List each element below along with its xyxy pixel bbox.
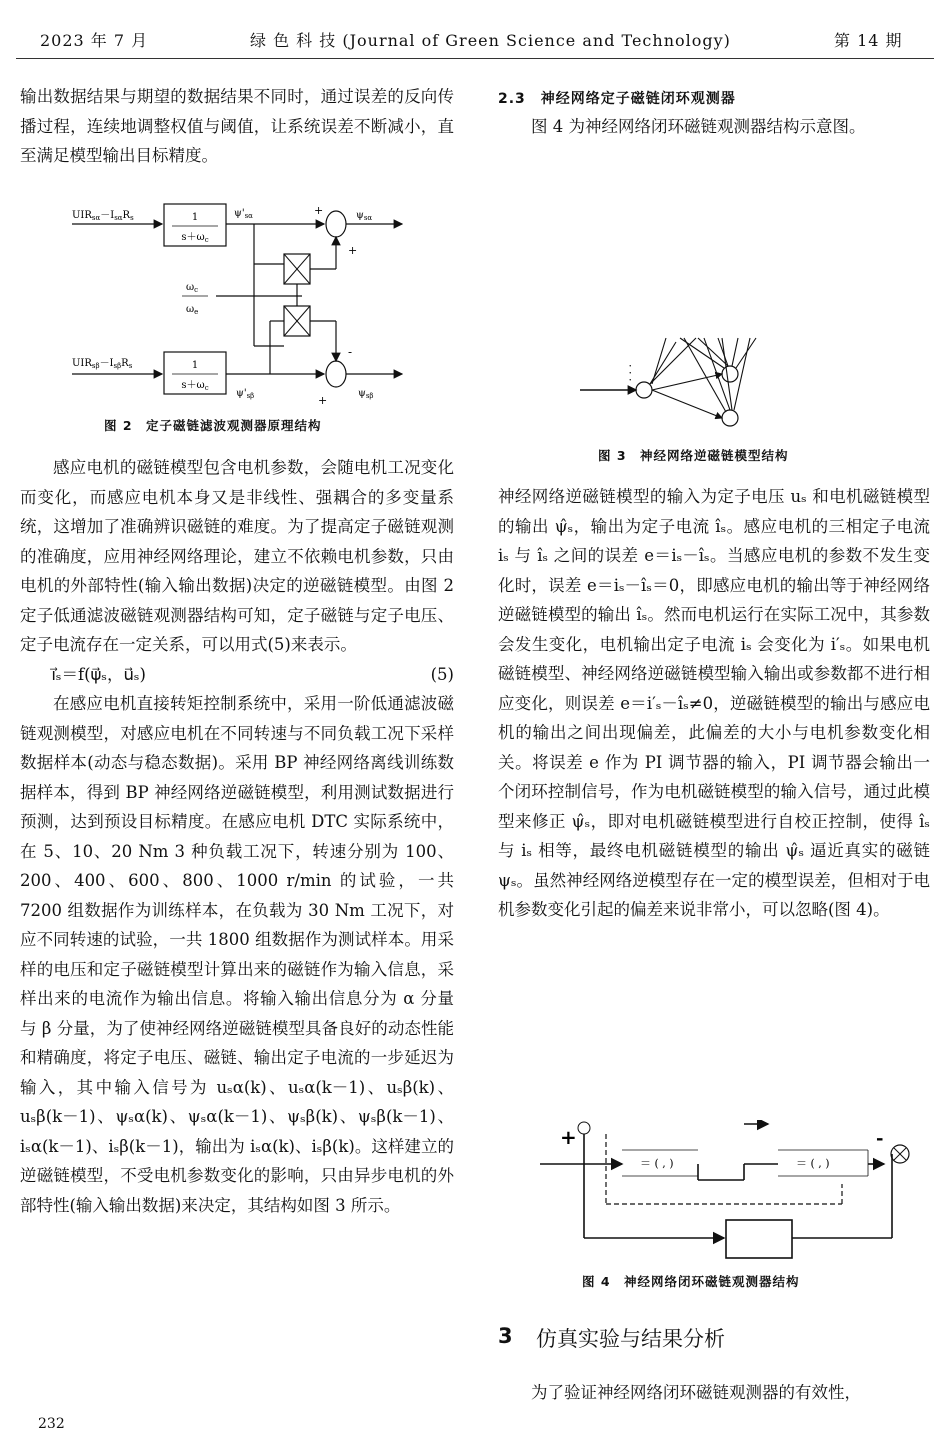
fig2-plus-1: + xyxy=(314,204,324,217)
right-p3-text: 为了验证神经网络闭环磁链观测器的有效性， xyxy=(531,1383,861,1402)
section-2-3-heading: 2.3 神经网络定子磁链闭环观测器 xyxy=(498,91,736,107)
eq5-number: (5) xyxy=(430,664,454,684)
header-date: 2023 年 7 月 xyxy=(40,31,149,50)
fig2-tf-den-top: $s+\omega_c$ xyxy=(181,232,209,244)
section-3-title: 仿真实验与结果分析 xyxy=(536,1327,725,1351)
fig4-caption: 图 4 神经网络闭环磁链观测器结构 xyxy=(582,1274,800,1289)
fig2-tf-num-bottom: 1 xyxy=(191,360,199,371)
fig2-sum-top xyxy=(326,211,346,237)
fig2-omega-e: $\omega_e$ xyxy=(186,304,199,316)
fig4-pi-block xyxy=(726,1220,792,1258)
fig3-caption: 图 3 神经网络逆磁链模型结构 xyxy=(598,448,789,463)
fig3-dots: · · · xyxy=(623,364,637,382)
fig4-block-2: ＝ ( , ) xyxy=(796,1157,830,1170)
fig3-hidden-node-2 xyxy=(722,410,738,426)
figure-4 xyxy=(538,1120,928,1265)
left-p3-text: 在感应电机直接转矩控制系统中，采用一阶低通滤波磁链观测模型，对感应电机在不同转速与不同负载工况下采样数据样本(动态与稳态数据)。采用 BP 神经网络离线训练数据样本，得到 BP 神经网络逆磁链模型，利用测试数据进行预测，达到预设目标精度。在感应电机 DTC 实际系统中，在 5、10、20 Nm 3 种负载工况下，转速分别为 100、200、400、600、800、1000 r/min 的试验，一共 7200 组数据作为训练样本，在负载为 30 Nm 工况下，对应不同转速的试验，一共 1800 组数据作为测试样本。用采样的电压和定子磁链模型计算出来的磁链作为输入信息，采样出来的电流作为输出信息。将输入输出信息分为 α 分量与 β 分量，为了使神经网络逆磁链模型具备良好的动态性能和精确度，将定子电压、磁链、输出定子电流的一步延迟为输入，其中输入信号为 uₛα(k)、uₛα(k－1)、uₛβ(k)、uₛβ(k－1)、ψₛα(k)、ψₛα(k－1)、ψₛβ(k)、ψₛβ(k－1)、iₛα(k－1)、iₛβ(k－1)，输出为 iₛα(k)、iₛβ(k)。这样建立的逆磁链模型，不受电机参数变化的影响，只由异步电机的外部特性(输入输出数据)来决定，其结构如图 3 所示。 xyxy=(20,694,454,1215)
figure-2 xyxy=(70,196,410,411)
fig2-psi-bottom: $\psi'_{s\beta}$ xyxy=(236,388,255,400)
fig4-minus: - xyxy=(876,1128,884,1149)
left-paragraph-2 xyxy=(20,453,454,1220)
fig2-omega-c: $\omega_c$ xyxy=(186,282,199,294)
header-issue: 第 14 期 xyxy=(834,31,903,50)
fig2-tf-den-bottom: $s+\omega_c$ xyxy=(181,380,209,392)
fig2-plus-3: + xyxy=(318,394,328,407)
fig2-tf-num-top: 1 xyxy=(191,212,199,223)
right-p1-text: 图 4 为神经网络闭环磁链观测器结构示意图。 xyxy=(531,117,866,136)
fig2-plus-2: + xyxy=(348,244,358,257)
left-p1-text: 输出数据结果与期望的数据结果不同时，通过误差的反向传播过程，连续地调整权值与阈值，让系统误差不断减小，直至满足模型输出目标精度。 xyxy=(20,87,454,165)
right-paragraph-3 xyxy=(498,1378,930,1408)
fig2-sum-bottom xyxy=(326,361,346,387)
equation-5 xyxy=(20,660,454,690)
left-p2-text: 感应电机的磁链模型包含电机参数，会随电机工况变化而变化，而感应电机本身又是非线性、强耦合的多变量系统，这增加了准确辨识磁链的难度。为了提高定子磁链观测的准确度，应用神经网络理论，建立不依赖电机参数，只由电机的外部特性(输入输出数据)决定的逆磁链模型。由图 2 定子低通滤波磁链观测器结构可知，定子磁链与定子电压、定子电流存在一定关系，可以用式(5)来表示。 xyxy=(20,458,454,654)
fig2-out-bottom: $\psi_{s\beta}$ xyxy=(358,388,374,400)
fig3-input-node xyxy=(636,382,652,398)
fig4-plus: + xyxy=(560,1125,577,1149)
section-3-number: 3 xyxy=(498,1324,513,1348)
fig2-psi-top: $\psi'_{s\alpha}$ xyxy=(234,208,253,220)
fig2-out-top: $\psi_{s\alpha}$ xyxy=(356,210,373,222)
right-p2-text: 神经网络逆磁链模型的输入为定子电压 uₛ 和电机磁链模型的输出 ψ̂ₛ，输出为定子电流 îₛ。感应电机的三相定子电流 iₛ 与 îₛ 之间的误差 e＝iₛ－îₛ。当感应电机的参数不发生变化时，误差 e＝iₛ－îₛ＝0，即感应电机的输出等于神经网络逆磁链模型的输出 îₛ。然而电机运行在实际工况中，其参数会发生变化，电机输出定子电流 iₛ 会变化为 i′ₛ。如果电机磁链模型、神经网络逆磁链模型输入输出或参数都不进行相应变化，则误差 e＝i′ₛ－îₛ≠0，逆磁链模型的输出与感应电机的输出之间出现偏差，此偏差的大小与电机参数变化相关。将误差 e 作为 PI 调节器的输入，PI 调节器会输出一个闭环控制信号，作为电机磁链模型的输入信号，通过此模型来修正 ψ̂ₛ，即对电机磁链模型进行自校正控制，使得 îₛ 与 iₛ 相等，最终电机磁链模型的输出 ψ̂ₛ 逼近真实的磁链 ψₛ。虽然神经网络逆模型存在一定的模型误差，但相对于电机参数变化引起的偏差来说非常小，可以忽略(图 4)。 xyxy=(498,487,930,919)
page-number: 232 xyxy=(38,1416,65,1432)
fig2-input-top: $UIR_{s\alpha}-I_{s\alpha}R_s$ xyxy=(72,210,134,222)
left-paragraph-1 xyxy=(20,82,454,171)
fig2-caption: 图 2 定子磁链滤波观测器原理结构 xyxy=(104,418,322,433)
header-journal: 绿 色 科 技 (Journal of Green Science and Technology) xyxy=(250,31,731,50)
fig4-block-1: ＝ ( , ) xyxy=(640,1157,674,1170)
fig3-hidden-node-1 xyxy=(722,366,738,382)
eq5-formula: i⃗ₛ＝f(ψ⃗ₛ，u⃗ₛ) xyxy=(51,664,146,684)
figure-3 xyxy=(580,334,780,434)
header-rule xyxy=(16,58,934,59)
fig2-minus: - xyxy=(348,345,353,359)
fig2-input-bottom: $UIR_{s\beta}-I_{s\beta}R_s$ xyxy=(72,358,133,370)
right-paragraph-1 xyxy=(498,112,930,142)
right-paragraph-2 xyxy=(498,482,930,925)
